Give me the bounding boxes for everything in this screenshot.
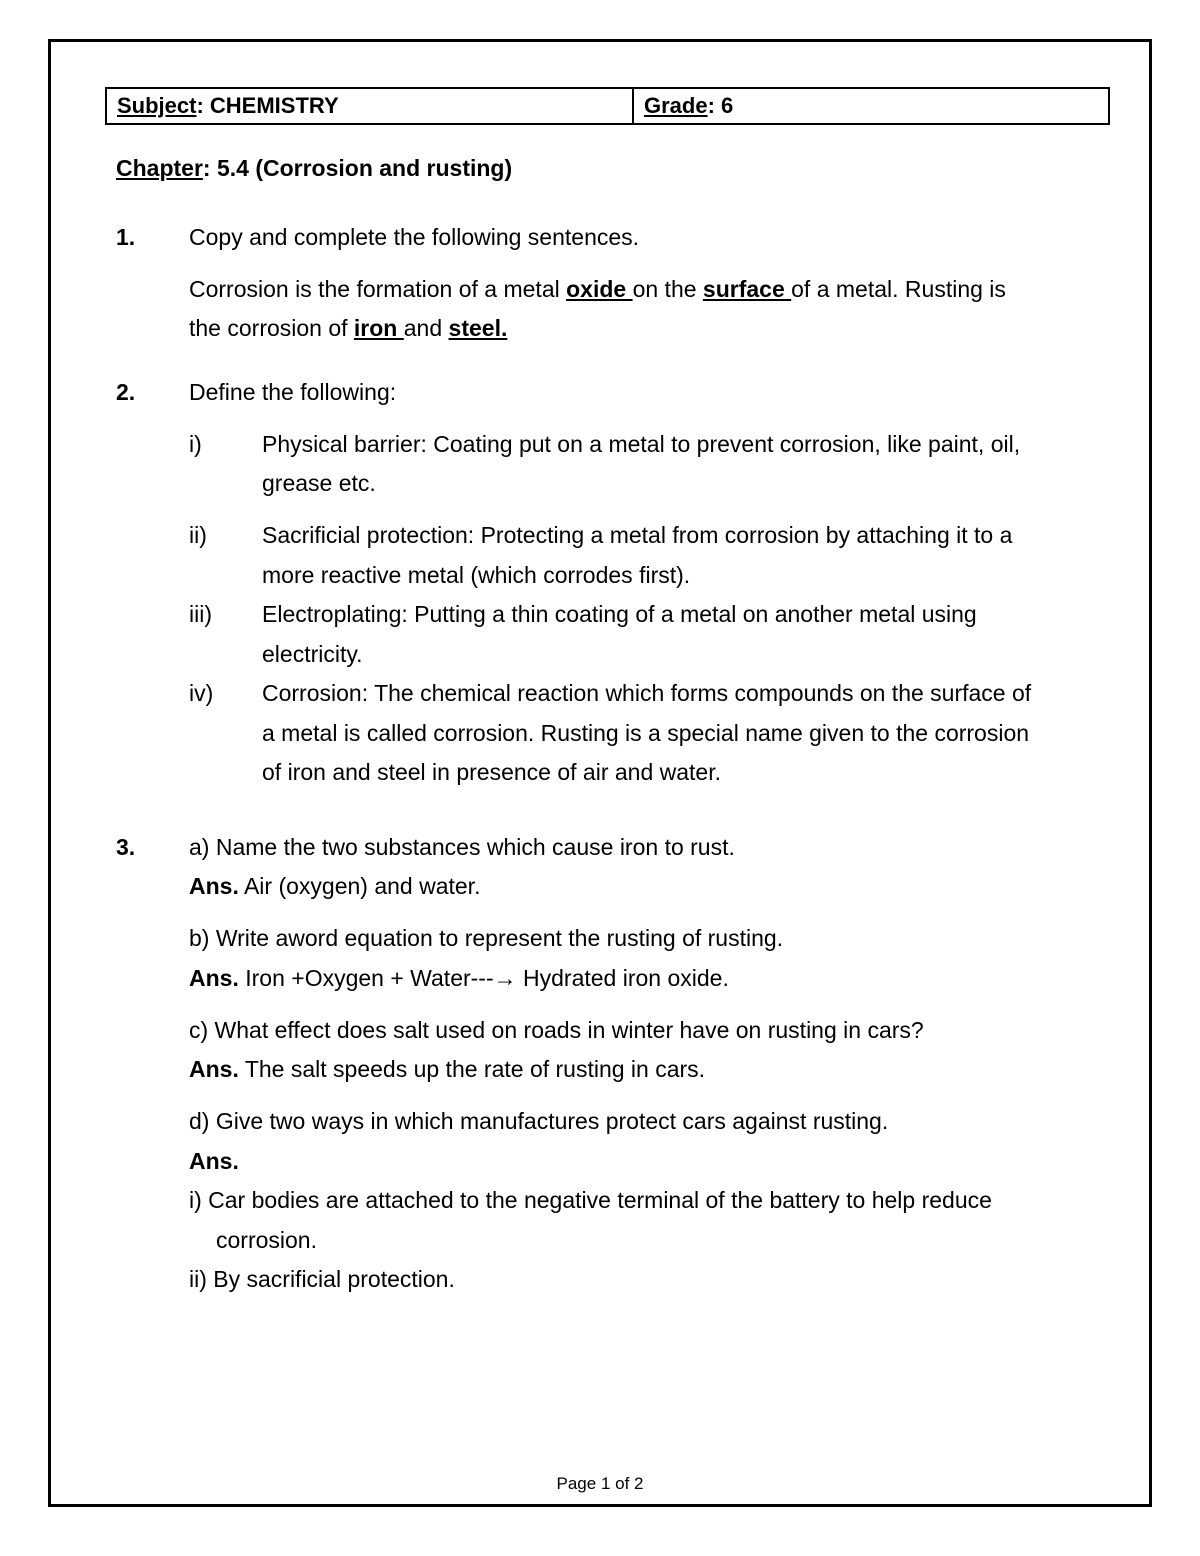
q2-item-num: iii) [189,601,212,627]
q3d-answer-i-cont: corrosion. [216,1227,317,1253]
q3c-question: c) What effect does salt used on roads in winter have on rusting in cars? [189,1017,924,1043]
ans-label: Ans. [189,965,239,991]
q1-sentence-line2 [189,308,507,348]
grade-value: : 6 [707,93,734,118]
answer-text: Air (oxygen) and water. [238,873,481,899]
q2-item-text: Sacrificial protection: Protecting a metal from corrosion by attaching it to a [262,522,1013,548]
q2-item-text: Corrosion: The chemical reaction which forms compounds on the surface of [262,680,1032,706]
q1-prompt: Copy and complete the following sentences. [189,224,640,250]
page-number: Page 1 of 2 [556,1474,644,1493]
grade-label: Grade [644,93,708,118]
q1-text: of a metal. Rusting is [791,276,1006,302]
q1-text: on the [632,276,703,302]
subject-label: Subject [117,93,197,118]
subject-value: : CHEMISTRY [196,93,339,118]
header-table [105,87,1110,125]
chapter-label: Chapter [116,155,203,181]
q3a-question: a) Name the two substances which cause iron to rust. [189,834,735,860]
chapter-heading [116,148,512,188]
q2-item-num: iv) [189,680,214,706]
q1-text: the corrosion of [189,315,354,341]
q3a-answer [189,866,480,906]
q1-text: and [403,315,449,341]
ans-label: Ans. [189,873,239,899]
q1-sentence-line1 [189,269,1006,309]
subject-cell [107,89,634,123]
q3d-answer-ii: ii) By sacrificial protection. [189,1266,455,1292]
ans-label: Ans. [189,1148,239,1174]
q3d-answer-i: i) Car bodies are attached to the negative terminal of the battery to help reduce [189,1187,992,1213]
q2-item-text: Electroplating: Putting a thin coating of a metal on another metal using [262,601,977,627]
q2-item-text: Physical barrier: Coating put on a metal to prevent corrosion, like paint, oil, [262,431,1021,457]
q2-prompt: Define the following: [189,379,397,405]
q3d-question: d) Give two ways in which manufactures protect cars against rusting. [189,1108,889,1134]
grade-cell [634,89,733,123]
q2-item-text: a metal is called corrosion. Rusting is a special name given to the corrosion [262,720,1030,746]
q3c-answer [189,1049,705,1089]
q1-text: Corrosion is the formation of a metal [189,276,567,302]
q1-answer-oxide: oxide [566,276,633,302]
q3b-answer [189,958,729,998]
q2-item-text: more reactive metal (which corrodes first). [262,562,691,588]
q1-number: 1. [116,224,136,250]
q1-answer-steel: steel. [448,315,508,341]
answer-text: Iron +Oxygen + Water---→ Hydrated iron oxide. [238,965,729,991]
q1-answer-surface: surface [702,276,792,302]
answer-text: The salt speeds up the rate of rusting in cars. [238,1056,706,1082]
q3b-question: b) Write aword equation to represent the rusting of rusting. [189,925,784,951]
q1-answer-iron: iron [353,315,404,341]
ans-label: Ans. [189,1056,239,1082]
q2-item-num: i) [189,431,202,457]
q2-item-num: ii) [189,522,207,548]
q2-item-text: of iron and steel in presence of air and water. [262,759,722,785]
q2-item-text: electricity. [262,641,363,667]
q2-item-text: grease etc. [262,470,376,496]
q3-number: 3. [116,834,136,860]
q2-number: 2. [116,379,136,405]
chapter-value: : 5.4 (Corrosion and rusting) [202,155,513,181]
